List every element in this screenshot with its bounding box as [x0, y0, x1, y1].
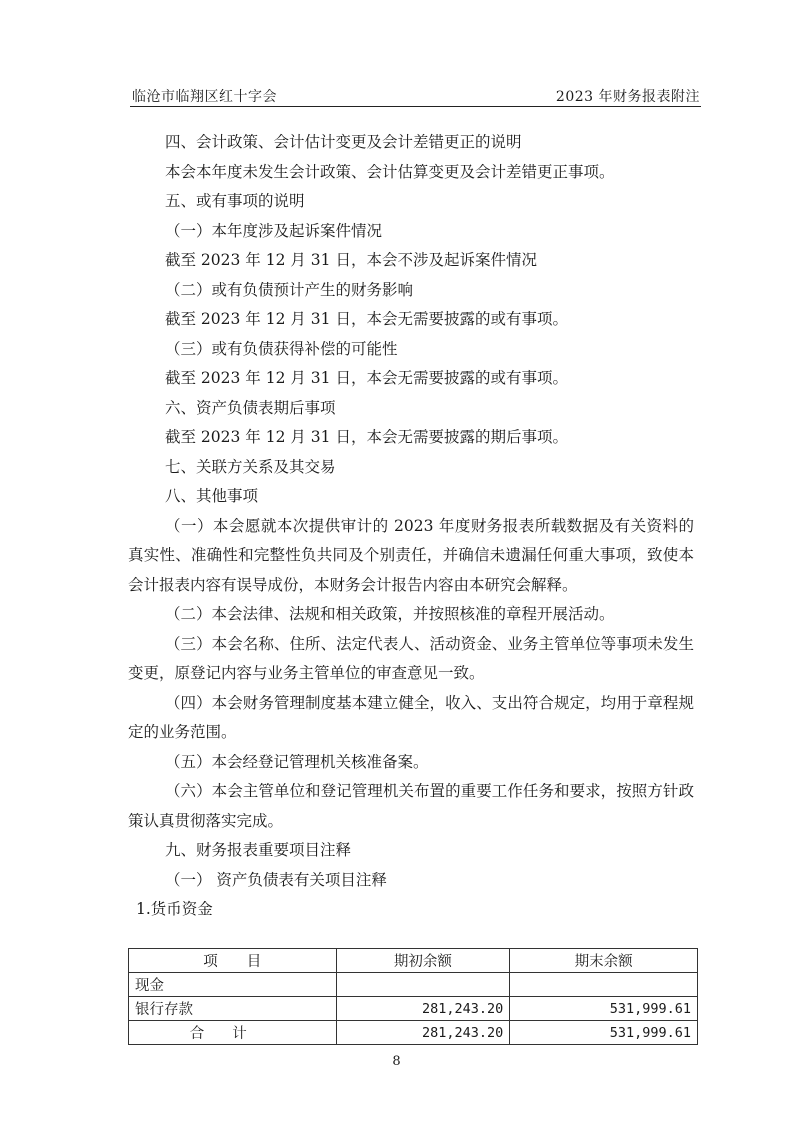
- heading-notes: 九、财务报表重要项目注释: [165, 841, 352, 859]
- row-begin: 281,243.20: [336, 997, 510, 1021]
- paragraph-lawsuits: 截至 2023 年 12 月 31 日，本会不涉及起诉案件情况: [165, 251, 537, 269]
- row-begin: [336, 973, 510, 997]
- heading-contingencies: 五、或有事项的说明: [165, 192, 305, 210]
- section-title-cash: 1.货币资金: [136, 900, 213, 918]
- subheading-compensation: （三）或有负债获得补偿的可能性: [165, 339, 398, 358]
- header-report-title: 2023 年财务报表附注: [555, 89, 700, 105]
- table-row: [129, 973, 698, 997]
- paragraph-other-3: （三）本会名称、住所、法定代表人、活动资金、业务主管单位等事项未发生变更，原登记内容与业务主管单位的审查意见一致。: [128, 634, 694, 682]
- table-total-row: [129, 1021, 698, 1045]
- subheading-contingent-impact: （二）或有负债预计产生的财务影响: [165, 280, 414, 299]
- paragraph-compensation: 截至 2023 年 12 月 31 日，本会无需要披露的或有事项。: [165, 369, 568, 387]
- heading-other-matters: 八、其他事项: [165, 487, 259, 505]
- paragraph-other-4: （四）本会财务管理制度基本建立健全，收入、支出符合规定，均用于章程规定的业务范围。: [128, 693, 694, 741]
- column-header-end: 期末余额: [510, 949, 698, 973]
- paragraph-other-1: （一）本会愿就本次提供审计的 2023 年度财务报表所载数据及有关资料的真实性、准确性和完整性负共同及个别责任，并确信未遗漏任何重大事项，致使本会计报表内容有误导成份，本财务会计报告内容由本研究会解释。: [128, 516, 694, 594]
- row-end: [510, 973, 698, 997]
- table-row: [129, 997, 698, 1021]
- paragraph-other-6: （六）本会主管单位和登记管理机关布置的重要工作任务和要求，按照方针政策认真贯彻落实完成。: [128, 782, 694, 830]
- header-org-name: 临沧市临翔区红十字会: [132, 89, 277, 105]
- paragraph-other-2: （二）本会法律、法规和相关政策，并按照核准的章程开展活动。: [165, 605, 615, 623]
- row-item: 现金: [129, 973, 337, 997]
- page-number: 8: [392, 1054, 401, 1069]
- total-begin: 281,243.20: [336, 1021, 510, 1045]
- heading-subsequent-events: 六、资产负债表期后事项: [165, 398, 336, 417]
- heading-accounting-policy: 四、会计政策、会计估计变更及会计差错更正的说明: [165, 133, 522, 151]
- subheading-lawsuits: （一）本年度涉及起诉案件情况: [165, 221, 383, 240]
- subheading-balance-sheet-notes: （一） 资产负债表有关项目注释: [165, 870, 387, 889]
- document-body: [128, 128, 694, 925]
- table-header-row: [129, 949, 698, 973]
- paragraph-accounting-policy: 本会本年度未发生会计政策、会计估算变更及会计差错更正事项。: [165, 162, 615, 181]
- row-end: 531,999.61: [510, 997, 698, 1021]
- heading-related-parties: 七、关联方关系及其交易: [165, 457, 336, 476]
- header-divider: [130, 106, 701, 107]
- row-item: 银行存款: [129, 997, 337, 1021]
- total-label: 合计: [129, 1021, 337, 1045]
- paragraph-subsequent-events: 截至 2023 年 12 月 31 日，本会无需要披露的期后事项。: [165, 428, 568, 446]
- column-header-begin: 期初余额: [336, 949, 510, 973]
- cash-table: [128, 948, 698, 1045]
- total-end: 531,999.61: [510, 1021, 698, 1045]
- paragraph-contingent-impact: 截至 2023 年 12 月 31 日，本会无需要披露的或有事项。: [165, 310, 568, 328]
- column-header-item: 项 目: [129, 949, 337, 973]
- paragraph-other-5: （五）本会经登记管理机关核准备案。: [165, 752, 429, 771]
